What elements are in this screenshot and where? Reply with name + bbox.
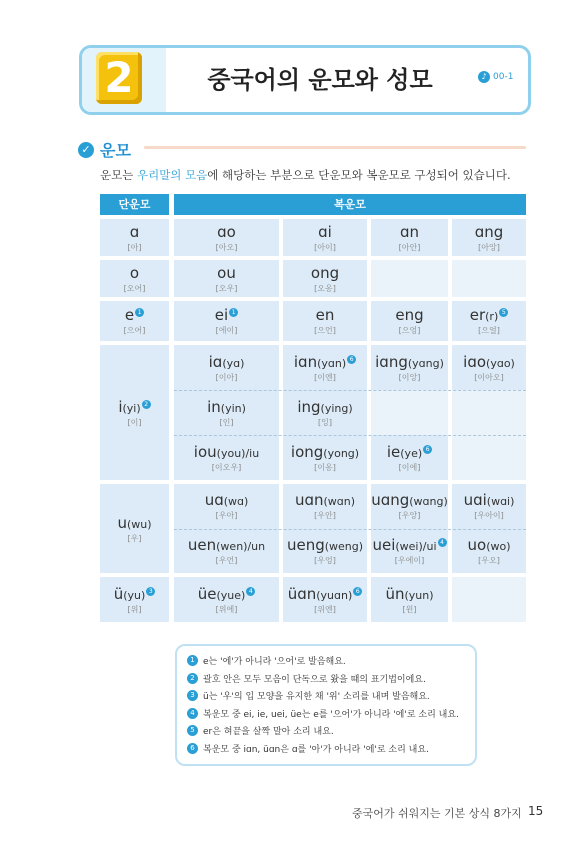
note-reference-marker: 4: [438, 538, 447, 547]
pinyin-final: [174, 264, 279, 282]
pinyin-main: u: [117, 513, 127, 532]
row-divider: [174, 435, 526, 436]
pinyin-final: [283, 264, 367, 282]
pinyin-main: e: [124, 306, 135, 324]
compound-final-cell: [371, 390, 448, 435]
korean-pronunciation: [이옹]: [314, 462, 336, 472]
pinyin-final: [452, 536, 526, 554]
korean-pronunciation: [아이]: [314, 242, 336, 252]
pinyin-standalone-spelling: (wɑ): [223, 495, 249, 509]
note-reference-marker: 3: [146, 587, 155, 596]
pinyin-final: [371, 443, 448, 461]
note-item: [187, 654, 346, 667]
pinyin-final: [174, 398, 279, 416]
korean-pronunciation: [우오]: [478, 555, 500, 565]
final-content: [174, 585, 279, 615]
pinyin-final: [174, 223, 279, 241]
korean-pronunciation: [우언]: [215, 555, 238, 565]
audio-track-label: 00-1: [493, 72, 514, 82]
note-reference-marker: 2: [142, 400, 151, 409]
note-reference-marker: 1: [135, 308, 144, 317]
pinyin-final: [452, 491, 526, 509]
pinyin-final: [100, 585, 169, 603]
intro-text-after: 에 해당하는 부분으로 단운모와 복운모로 구성되어 있습니다.: [207, 168, 511, 182]
compound-final-cell: [174, 301, 279, 341]
pinyin-final: [371, 491, 448, 509]
final-content: [174, 491, 279, 521]
korean-pronunciation: [아안]: [398, 242, 421, 252]
header-compound-finals: 복운모: [174, 194, 526, 215]
final-content: [283, 491, 367, 521]
simple-final-cell: [100, 484, 169, 573]
pinyin-standalone-spelling: (yin): [220, 401, 246, 415]
compound-final-cell: [371, 219, 448, 256]
pinyin-standalone-spelling: (yi): [122, 401, 141, 415]
footer-book-title: 중국어가 쉬워지는 기본 상식 8가지: [352, 807, 522, 820]
pinyin-standalone-spelling: (yɑn): [317, 356, 347, 370]
header-simple-finals: 단운모: [100, 194, 169, 215]
korean-pronunciation: [우에이]: [394, 555, 425, 565]
pinyin-standalone-spelling: (yun): [404, 588, 434, 602]
section-intro: [100, 167, 511, 183]
final-content: [100, 264, 169, 294]
compound-final-cell: [174, 435, 279, 480]
pinyin-standalone-spelling: (wɑn): [323, 495, 356, 509]
compound-final-cell: [371, 260, 448, 297]
pinyin-main: iɑo: [463, 352, 487, 371]
pinyin-main: uo: [467, 535, 487, 554]
pinyin-standalone-spelling: (wɑng): [409, 495, 448, 509]
note-text: e는 '에'가 아니라 '으어'로 발음해요.: [203, 657, 346, 667]
korean-pronunciation: [으얼]: [478, 326, 500, 335]
pinyin-final: [174, 536, 279, 554]
simple-final-cell: [100, 260, 169, 297]
compound-final-cell: [283, 529, 367, 574]
pinyin-main: i: [118, 397, 123, 416]
simple-final-cell: [100, 577, 169, 622]
final-content: [371, 306, 448, 336]
korean-pronunciation: [위엔]: [314, 604, 336, 614]
pinyin-final: [174, 585, 279, 603]
final-content: [174, 536, 279, 566]
pinyin-final: [452, 223, 526, 241]
compound-final-cell: [174, 484, 279, 529]
compound-final-cell: [371, 484, 448, 529]
pinyin-final: [371, 223, 448, 241]
notes-box: [175, 644, 477, 766]
pinyin-main: ong: [310, 263, 340, 282]
pinyin-main: uɑn: [294, 491, 324, 510]
pinyin-standalone-spelling: (you)/iu: [216, 446, 260, 460]
korean-pronunciation: [이오우]: [211, 462, 242, 472]
korean-pronunciation: [우아]: [215, 511, 238, 521]
final-content: [371, 443, 448, 473]
compound-final-cell: [283, 301, 367, 341]
compound-final-cell: [174, 529, 279, 574]
final-content: [452, 353, 526, 383]
pinyin-main: ɑng: [474, 222, 504, 241]
final-content: [283, 585, 367, 615]
note-number: 3: [187, 690, 198, 701]
pinyin-main: iɑn: [293, 352, 318, 371]
final-content: [371, 223, 448, 253]
compound-final-cell: [371, 577, 448, 622]
compound-final-cell: [283, 260, 367, 297]
final-content: [452, 223, 526, 253]
pinyin-main: iɑ: [208, 352, 223, 371]
final-content: [174, 398, 279, 428]
korean-pronunciation: [오우]: [215, 283, 238, 293]
pinyin-main: in: [207, 397, 221, 416]
intro-text-before: 운모는: [100, 168, 137, 182]
note-item: [187, 672, 426, 685]
note-reference-marker: 6: [353, 587, 362, 596]
pinyin-final: [283, 443, 367, 461]
final-content: [100, 223, 169, 253]
compound-final-cell: [452, 219, 526, 256]
simple-final-cell: [100, 345, 169, 480]
note-reference-marker: 6: [423, 445, 432, 454]
note-item: [187, 707, 459, 720]
pinyin-standalone-spelling: (wu): [126, 517, 152, 531]
pinyin-final: [174, 306, 279, 324]
korean-pronunciation: [으언]: [314, 326, 336, 335]
note-number: 4: [187, 708, 198, 719]
final-content: [283, 536, 367, 566]
pinyin-main: iong: [290, 442, 324, 461]
final-content: [452, 306, 526, 336]
note-number: 1: [187, 655, 198, 666]
section-divider: [144, 146, 526, 149]
pinyin-standalone-spelling: (ying): [320, 401, 353, 415]
note-number: 2: [187, 673, 198, 684]
final-content: [174, 353, 279, 383]
pinyin-main: ei: [214, 306, 229, 324]
pinyin-final: [371, 536, 448, 554]
compound-final-cell: [371, 301, 448, 341]
final-content: [283, 223, 367, 253]
compound-final-cell: [283, 484, 367, 529]
pinyin-final: [283, 353, 367, 371]
headphones-icon: ♪: [478, 71, 490, 83]
pinyin-final: [174, 491, 279, 509]
pinyin-standalone-spelling: (weng): [324, 539, 364, 553]
audio-track[interactable]: [478, 71, 513, 83]
simple-final-cell: [100, 219, 169, 256]
pinyin-final: [283, 585, 367, 603]
section-title: 운모: [100, 141, 131, 160]
intro-highlight: 우리말의 모음: [136, 168, 208, 182]
note-item: [187, 724, 334, 737]
note-text: 복운모 중 iɑn, üɑn은 ɑ를 '아'가 아니라 '에'로 소리 내요.: [203, 744, 429, 755]
korean-pronunciation: [이]: [127, 417, 142, 427]
korean-pronunciation: [오옹]: [314, 283, 336, 293]
pinyin-standalone-spelling: (yu): [123, 588, 146, 602]
check-circle-icon: ✓: [78, 142, 94, 158]
note-number: 5: [187, 725, 198, 736]
pinyin-final: [283, 306, 367, 324]
compound-final-cell: [283, 577, 367, 622]
pinyin-final: [100, 223, 169, 241]
korean-pronunciation: [이엔]: [314, 372, 336, 382]
final-content: [174, 443, 279, 473]
final-content: [100, 514, 169, 544]
korean-pronunciation: [아오]: [215, 242, 238, 252]
note-text: 괄호 안은 모두 모음이 단독으로 왔을 때의 표기법이에요.: [203, 674, 426, 685]
pinyin-main: ɑo: [217, 222, 236, 241]
final-content: [174, 306, 279, 336]
note-reference-marker: 1: [229, 308, 238, 317]
pinyin-final: [452, 353, 526, 371]
pinyin-final: [283, 491, 367, 509]
pinyin-final: [371, 585, 448, 603]
compound-final-cell: [283, 390, 367, 435]
pinyin-final: [283, 536, 367, 554]
korean-pronunciation: [위]: [127, 604, 142, 614]
section-heading: [78, 138, 131, 161]
pinyin-final: [371, 306, 448, 324]
final-content: [371, 585, 448, 615]
note-reference-marker: 4: [246, 587, 255, 596]
compound-final-cell: [174, 260, 279, 297]
final-content: [100, 306, 169, 336]
pinyin-standalone-spelling: (yɑo): [486, 356, 515, 370]
final-content: [283, 443, 367, 473]
pinyin-standalone-spelling: (wen)/un: [216, 539, 266, 553]
note-text: er은 혀끝을 살짝 말아 소리 내요.: [203, 727, 334, 737]
compound-final-cell: [371, 529, 448, 574]
pinyin-standalone-spelling: (wɑi): [486, 495, 515, 509]
row-divider: [174, 390, 526, 391]
pinyin-main: ɑi: [318, 222, 332, 241]
final-content: [452, 536, 526, 566]
korean-pronunciation: [아]: [127, 242, 142, 252]
final-content: [452, 491, 526, 521]
pinyin-main: ueng: [286, 535, 325, 554]
pinyin-standalone-spelling: (yue): [216, 588, 246, 602]
chapter-title: 중국어의 운모와 성모: [207, 66, 433, 94]
note-text: ü는 '우'의 입 모양을 유지한 채 '위' 소리를 내며 발음해요.: [203, 692, 430, 702]
pinyin-main: ɑn: [399, 222, 420, 241]
note-number: 6: [187, 743, 198, 754]
korean-pronunciation: [오어]: [123, 283, 146, 293]
pinyin-final: [174, 353, 279, 371]
korean-pronunciation: [잉]: [318, 417, 332, 427]
pinyin-standalone-spelling: (yɑ): [222, 356, 245, 370]
final-content: [283, 353, 367, 383]
korean-pronunciation: [우]: [127, 533, 142, 543]
pinyin-final: [371, 353, 448, 371]
pinyin-main: üɑn: [287, 584, 317, 603]
compound-final-cell: [452, 345, 526, 390]
page-number: 15: [528, 804, 544, 818]
korean-pronunciation: [우앙]: [398, 511, 421, 521]
korean-pronunciation: [위에]: [215, 604, 238, 614]
korean-pronunciation: [우엉]: [314, 555, 336, 565]
final-content: [174, 264, 279, 294]
compound-final-cell: [452, 577, 526, 622]
compound-final-cell: [174, 219, 279, 256]
pinyin-final: [452, 306, 526, 324]
compound-final-cell: [371, 435, 448, 480]
compound-final-cell: [452, 301, 526, 341]
compound-final-cell: [371, 345, 448, 390]
pinyin-main: uei: [372, 535, 396, 554]
pinyin-final: [100, 306, 169, 324]
pinyin-main: ɑ: [129, 222, 140, 241]
pinyin-main: ün: [385, 584, 405, 603]
note-reference-marker: 5: [499, 308, 508, 317]
pinyin-main: uɑi: [463, 491, 487, 510]
compound-final-cell: [452, 529, 526, 574]
note-item: [187, 742, 429, 755]
pinyin-main: uɑng: [371, 491, 410, 510]
pinyin-final: [100, 398, 169, 416]
korean-pronunciation: [아앙]: [478, 242, 500, 252]
final-content: [100, 398, 169, 428]
note-text: 복운모 중 ei, ie, uei, üe는 e를 '으어'가 아니라 '에'로 소리 내요.: [203, 709, 459, 720]
compound-final-cell: [283, 345, 367, 390]
note-reference-marker: 6: [347, 355, 356, 364]
pinyin-standalone-spelling: (yong): [323, 446, 360, 460]
pinyin-standalone-spelling: (wei)/ui: [395, 539, 437, 553]
pinyin-standalone-spelling: (yɑng): [407, 356, 444, 370]
note-item: [187, 689, 430, 702]
pinyin-main: er: [469, 306, 486, 324]
compound-final-cell: [452, 435, 526, 480]
korean-pronunciation: [인]: [219, 417, 234, 427]
pinyin-main: eng: [395, 306, 424, 324]
korean-pronunciation: [에이]: [215, 326, 238, 335]
final-content: [283, 398, 367, 428]
pinyin-standalone-spelling: (yuɑn): [316, 588, 353, 602]
final-content: [371, 536, 448, 566]
pinyin-main: o: [129, 263, 140, 282]
korean-pronunciation: [우아이]: [474, 511, 504, 521]
pinyin-main: en: [315, 306, 335, 324]
pinyin-final: [174, 443, 279, 461]
compound-final-cell: [452, 484, 526, 529]
pinyin-standalone-spelling: (r): [485, 310, 499, 323]
korean-pronunciation: [이에]: [398, 462, 421, 472]
pinyin-main: üe: [197, 584, 217, 603]
korean-pronunciation: [이아오]: [474, 372, 504, 382]
pinyin-main: ou: [217, 263, 236, 282]
pinyin-main: uen: [187, 535, 217, 554]
compound-final-cell: [283, 219, 367, 256]
pinyin-main: ie: [386, 442, 401, 461]
pinyin-final: [283, 398, 367, 416]
simple-final-cell: [100, 301, 169, 341]
compound-final-cell: [283, 435, 367, 480]
korean-pronunciation: [윈]: [402, 604, 417, 614]
final-content: [371, 491, 448, 521]
compound-final-cell: [452, 390, 526, 435]
final-content: [100, 585, 169, 615]
pinyin-main: iou: [193, 442, 217, 461]
korean-pronunciation: [으어]: [123, 326, 146, 335]
pinyin-standalone-spelling: (ye): [400, 446, 423, 460]
pinyin-main: uɑ: [204, 491, 224, 510]
korean-pronunciation: [으엉]: [398, 326, 421, 335]
korean-pronunciation: [이아]: [215, 372, 238, 382]
row-divider: [174, 529, 526, 530]
pinyin-standalone-spelling: (wo): [486, 539, 511, 553]
pinyin-final: [100, 264, 169, 282]
pinyin-main: iɑng: [375, 352, 408, 371]
final-content: [371, 353, 448, 383]
chapter-number-badge: 2: [96, 52, 142, 104]
korean-pronunciation: [우안]: [314, 511, 336, 521]
final-content: [283, 306, 367, 336]
pinyin-main: ü: [113, 584, 124, 603]
korean-pronunciation: [이앙]: [398, 372, 421, 382]
compound-final-cell: [452, 260, 526, 297]
pinyin-main: ing: [297, 397, 321, 416]
final-content: [174, 223, 279, 253]
pinyin-final: [283, 223, 367, 241]
compound-final-cell: [174, 345, 279, 390]
pinyin-final: [100, 514, 169, 532]
final-content: [283, 264, 367, 294]
compound-final-cell: [174, 577, 279, 622]
compound-final-cell: [174, 390, 279, 435]
